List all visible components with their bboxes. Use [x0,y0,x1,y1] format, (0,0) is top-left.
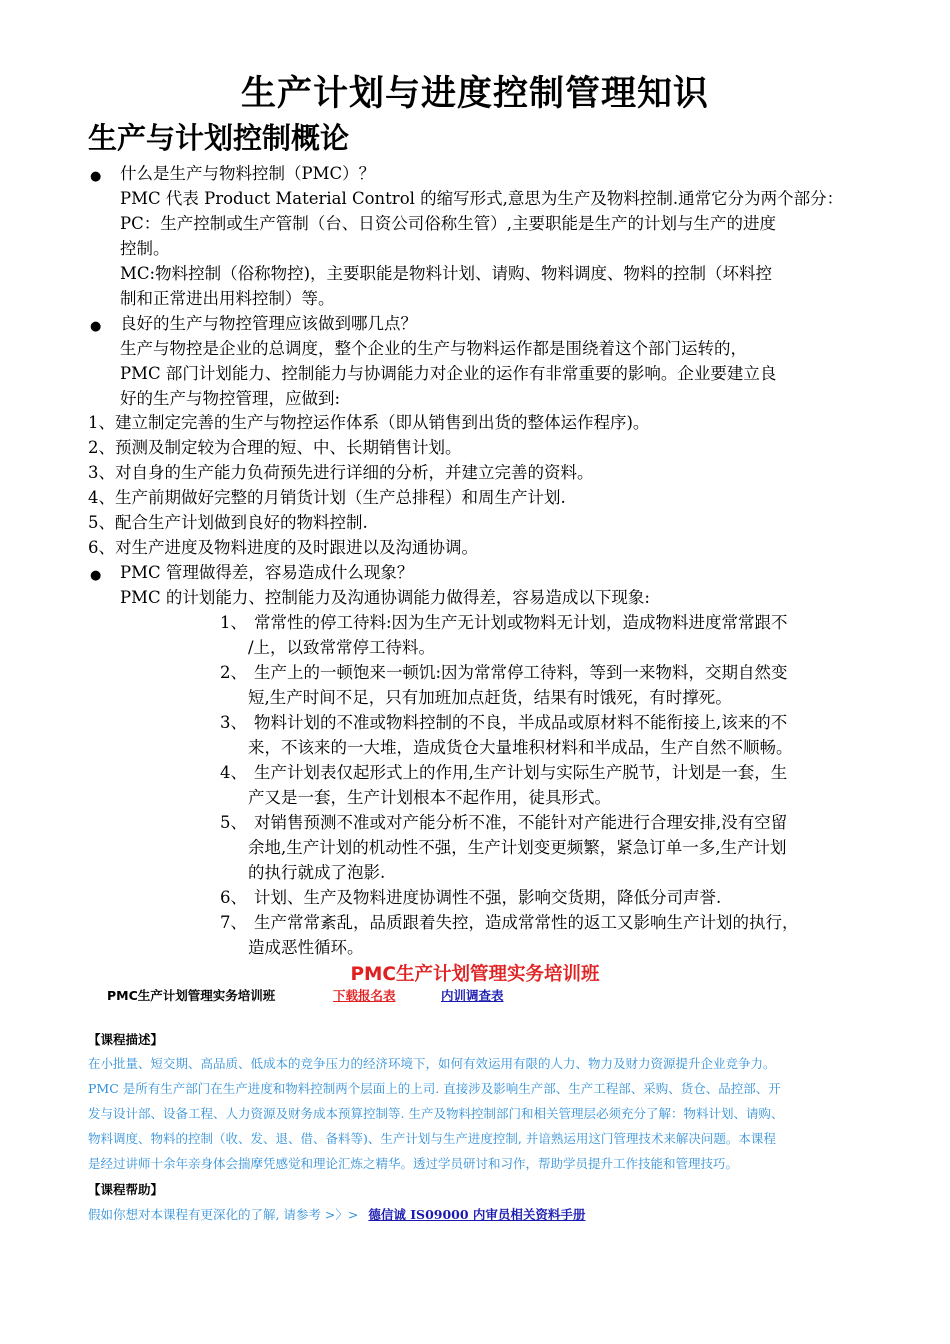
q1-line: PC：生产控制或生产管制（台、日资公司俗称生管）,主要职能是生产的计划与生产的进度 [120,214,776,233]
course-name: PMC生产计划管理实务培训班 [107,988,276,1003]
course-help-heading: 【课程帮助】 [88,1182,164,1197]
item-line: 产又是一套，生产计划根本不起作用，徒具形式。 [248,788,611,807]
reference-manual-link[interactable]: 德信诚 IS09000 内审员相关资料手册 [368,1207,586,1222]
q2-point: 5、配合生产计划做到良好的物料控制. [88,513,368,532]
course-description-line: 是经过讲师十余年亲身体会揣摩凭感觉和理论汇炼之精华。透过学员研讨和习作，帮助学员提升工作技能和管理技巧。 [88,1156,739,1171]
q2-point: 4、生产前期做好完整的月销货计划（生产总排程）和周生产计划. [88,488,566,507]
survey-form-link[interactable]: 内训调查表 [441,988,504,1003]
question-1: 什么是生产与物料控制（PMC）？ [120,164,376,183]
item-number: 3、 [220,713,247,732]
course-description-line: 物料调度、物料的控制（收、发、退、借、备料等)、生产计划与生产进度控制, 并谙熟运用这门管理技术来解决问题。本课程 [88,1131,776,1146]
q1-line: MC:物料控制（俗称物控)，主要职能是物料计划、请购、物料调度、物料的控制（坏料控 [120,264,773,283]
item-line: 来，不该来的一大堆，造成货仓大量堆积材料和半成品，生产自然不顺畅。 [248,738,793,757]
q1-line: 制和正常进出用料控制）等。 [120,289,335,308]
question-2: 良好的生产与物控管理应该做到哪几点？ [120,314,417,333]
question-3: PMC 管理做得差，容易造成什么现象？ [120,563,414,582]
item-number: 6、 [220,888,247,907]
course-description-line: 发与设计部、设备工程、人力资源及财务成本预算控制等. 生产及物料控制部门和相关管理层必须充分了解：物料计划、请购、 [88,1106,784,1121]
q2-point: 6、对生产进度及物料进度的及时跟进以及沟通协调。 [88,538,478,557]
course-help-text: 假如你想对本课程有更深化的了解, 请参考 >〉> [88,1207,359,1222]
item-number: 2、 [220,663,247,682]
item-line: 物料计划的不准或物料控制的不良，半成品或原材料不能衔接上,该来的不 [254,713,788,732]
item-line: /上，以致常常停工待料。 [248,638,436,657]
item-line: 余地,生产计划的机动性不强，生产计划变更频繁，紧急订单一多,生产计划 [248,838,787,857]
item-line: 对销售预测不准或对产能分析不准，不能针对产能进行合理安排,没有空留 [254,813,788,832]
q2-line: PMC 部门计划能力、控制能力与协调能力对企业的运作有非常重要的影响。企业要建立良 [120,364,777,383]
section-heading: 生产与计划控制概论 [88,121,350,155]
item-line: 计划、生产及物料进度协调性不强，影响交货期，降低分司声誉. [254,888,722,907]
q2-line: 生产与物控是企业的总调度，整个企业的生产与物料运作都是围绕着这个部门运转的， [120,339,747,358]
course-banner: PMC生产计划管理实务培训班 [350,964,600,985]
q2-point: 3、对自身的生产能力负荷预先进行详细的分析，并建立完善的资料。 [88,463,594,482]
item-number: 7、 [220,913,247,932]
item-line: 生产上的一顿饱来一顿饥:因为常常停工待料，等到一来物料，交期自然变 [254,663,788,682]
course-description-heading: 【课程描述】 [88,1032,164,1047]
q3-intro: PMC 的计划能力、控制能力及沟通协调能力做得差，容易造成以下现象: [120,588,650,607]
bullet-icon: ● [90,319,102,334]
q2-line: 好的生产与物控管理，应做到: [120,389,341,408]
item-line: 常常性的停工待料:因为生产无计划或物料无计划，造成物料进度常常跟不 [254,613,788,632]
item-number: 5、 [220,813,247,832]
q2-point: 2、预测及制定较为合理的短、中、长期销售计划。 [88,438,462,457]
bullet-icon: ● [90,169,102,184]
q1-line: 控制。 [120,239,170,258]
course-description-line: 在小批量、短交期、高品质、低成本的竞争压力的经济环境下，如何有效运用有限的人力、物力及财力资源提升企业竞争力。 [88,1056,776,1071]
item-number: 1、 [220,613,247,632]
download-form-link[interactable]: 下载报名表 [333,988,396,1003]
item-line: 生产常常紊乱，品质跟着失控，造成常常性的返工又影响生产计划的执行， [254,913,799,932]
item-line: 生产计划表仅起形式上的作用,生产计划与实际生产脱节，计划是一套，生 [254,763,788,782]
bullet-icon: ● [90,568,102,583]
item-number: 4、 [220,763,247,782]
q1-line: PMC 代表 Product Material Control 的缩写形式,意思为生产及物料控制.通常它分为两个部分： [120,189,844,208]
item-line: 造成恶性循环。 [248,938,364,957]
q2-point: 1、建立制定完善的生产与物控运作体系（即从销售到出货的整体运作程序)。 [88,413,650,432]
item-line: 的执行就成了泡影. [248,863,386,882]
item-line: 短,生产时间不足，只有加班加点赶货，结果有时饿死，有时撑死。 [248,688,732,707]
page-title: 生产计划与进度控制管理知识 [240,74,709,114]
course-description-line: PMC 是所有生产部门在生产进度和物料控制两个层面上的上司. 直接涉及影响生产部、生产工程部、采购、货仓、品控部、开 [88,1081,781,1096]
